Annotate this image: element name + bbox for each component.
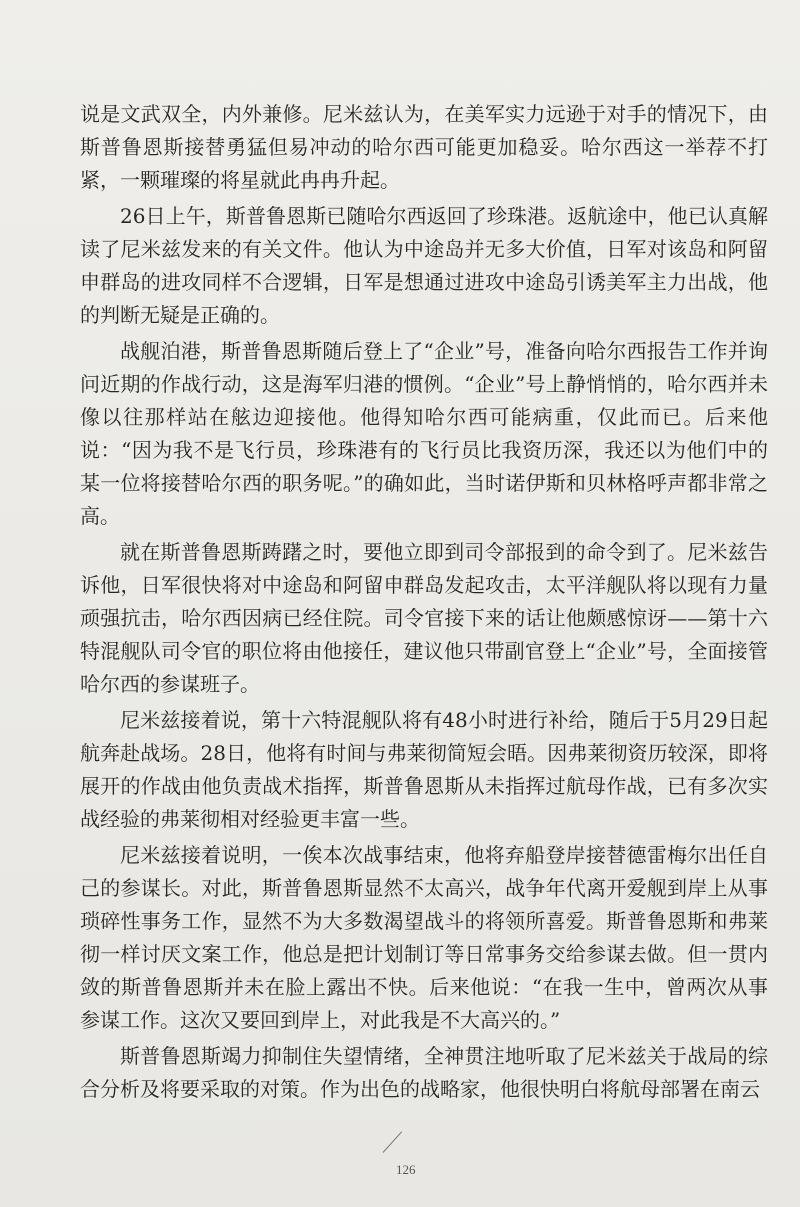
paragraph: 尼米兹接着说明，一俟本次战事结束，他将弃船登岸接替德雷梅尔出任自己的参谋长。对此，斯普鲁恩斯显然不太高兴，战争年代离开爱舰到岸上从事琐碎性事务工作，显然不为大多数渴望战斗的将领所喜爱。斯普鲁恩斯和弗莱彻一样讨厌文案工作，他总是把计划制订等日常事务交给参谋去做。但一贯内敛的斯普鲁恩斯并未在脸上露出不快。后来他说：“在我一生中，曾两次从事参谋工作。这次又要回到岸上，对此我是不大高兴的。” <box>80 843 768 1032</box>
paragraph: 就在斯普鲁恩斯踌躇之时，要他立即到司令部报到的命令到了。尼米兹告诉他，日军很快将对中途岛和阿留申群岛发起攻击，太平洋舰队将以现有力量顽强抗击，哈尔西因病已经住院。司令官接下来的话让他颇感惊讶——第十六特混舰队司令官的职位将由他接任，建议他只带副官登上“企业”号，全面接管哈尔西的参谋班子。 <box>80 540 768 696</box>
paragraph: 说是文武双全，内外兼修。尼米兹认为，在美军实力远逊于对手的情况下，由斯普鲁恩斯接替勇猛但易冲动的哈尔西可能更加稳妥。哈尔西这一举荐不打紧，一颗璀璨的将星就此冉冉升起。 <box>80 102 768 192</box>
paragraph: 战舰泊港，斯普鲁恩斯随后登上了“企业”号，准备向哈尔西报告工作并询问近期的作战行动，这是海军归港的惯例。“企业”号上静悄悄的，哈尔西并未像以往那样站在舷边迎接他。他得知哈尔西可能病重，仅此而已。后来他说：“因为我不是飞行员，珍珠港有的飞行员比我资历深，我还以为他们中的某一位将接替哈尔西的职务呢。”的确如此，当时诺伊斯和贝林格呼声都非常之高。 <box>80 339 768 528</box>
paragraph: 尼米兹接着说，第十六特混舰队将有48小时进行补给，随后于5月29日起航奔赴战场。28日，他将有时间与弗莱彻简短会晤。因弗莱彻资历较深，即将展开的作战由他负责战术指挥，斯普鲁恩斯从未指挥过航母作战，已有多次实战经验的弗莱彻相对经验更丰富一些。 <box>80 708 768 831</box>
page-number: 126 <box>396 1162 416 1177</box>
paragraph: 26日上午，斯普鲁恩斯已随哈尔西返回了珍珠港。返航途中，他已认真解读了尼米兹发来的有关文件。他认为中途岛并无多大价值，日军对该岛和阿留申群岛的进攻同样不合逻辑，日军是想通过进攻中途岛引诱美军主力出战，他的判断无疑是正确的。 <box>80 204 768 327</box>
body-text <box>80 98 768 1109</box>
paragraph: 斯普鲁恩斯竭力抑制住失望情绪，全神贯注地听取了尼米兹关于战局的综合分析及将要采取的对策。作为出色的战略家，他很快明白将航母部署在南云 <box>80 1044 768 1101</box>
page-number-slash <box>383 1131 402 1152</box>
